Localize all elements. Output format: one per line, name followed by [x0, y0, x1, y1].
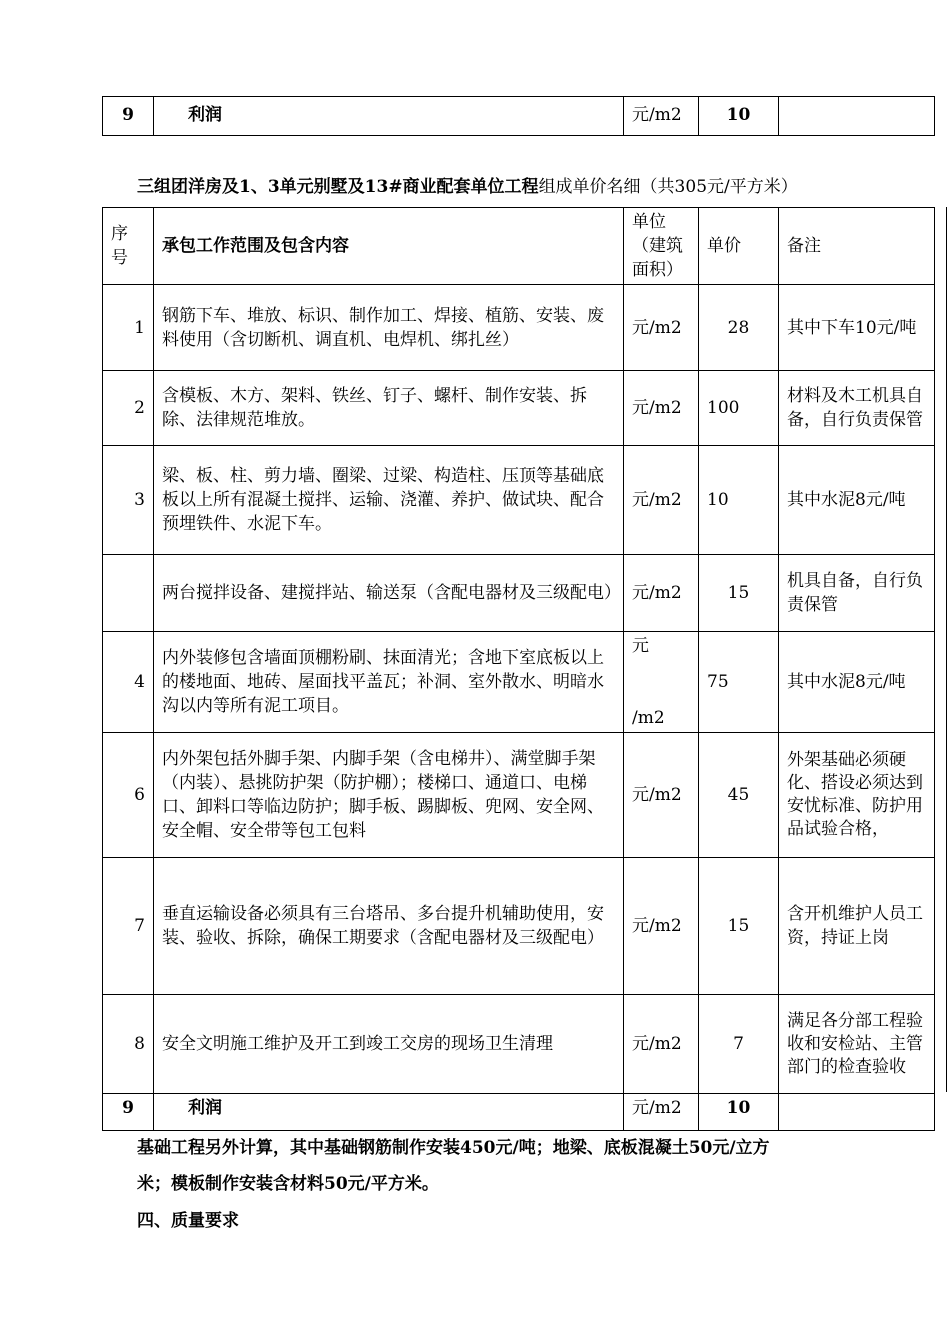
row-number: 9	[103, 1094, 154, 1131]
row-note	[779, 1094, 935, 1131]
table-row	[103, 371, 935, 446]
table-header-row	[103, 208, 935, 285]
row-note: 其中下车10元/吨	[779, 285, 935, 371]
row-note: 其中水泥8元/吨	[779, 632, 935, 733]
caption-bold: 三组团洋房及1、3单元别墅及13#商业配套单位工程	[137, 177, 539, 197]
row-unit: 元/m2	[624, 371, 699, 446]
table-row	[103, 555, 935, 632]
table-row	[103, 733, 935, 858]
row-unit: 元/m2	[624, 285, 699, 371]
row-scope: 内外架包括外脚手架、内脚手架（含电梯井）、满堂脚手架（内装）、悬挑防护架（防护棚）；楼梯口、通道口、电梯口、卸料口等临边防护；脚手板、踢脚板、兜网、安全网、安全帽、安全带等包工包料	[154, 733, 624, 858]
row-unit: 元/m2	[624, 995, 699, 1094]
row-price: 7	[699, 995, 779, 1094]
note-line-1: 基础工程另外计算，其中基础钢筋制作安装450元/吨；地梁、底板混凝土50元/立方	[137, 1138, 770, 1158]
row-price: 10	[699, 446, 779, 555]
header-no: 序号	[103, 208, 154, 285]
row-note: 含开机维护人员工资，持证上岗	[779, 858, 935, 995]
row-price: 75	[699, 632, 779, 733]
row-scope: 安全文明施工维护及开工到竣工交房的现场卫生清理	[154, 995, 624, 1094]
row-number: 8	[103, 995, 154, 1094]
table-caption	[137, 172, 798, 197]
row-price: 15	[699, 858, 779, 995]
row-scope: 垂直运输设备必须具有三台塔吊、多台提升机辅助使用，安装、验收、拆除，确保工期要求（含配电器材及三级配电）	[154, 858, 624, 995]
header-scope: 承包工作范围及包含内容	[154, 208, 624, 285]
table-row	[103, 632, 935, 733]
row-note: 材料及木工机具自备，自行负责保管	[779, 371, 935, 446]
row-unit	[624, 632, 699, 733]
row-note: 满足各分部工程验收和安检站、主管部门的检查验收	[779, 995, 935, 1094]
row-unit: 元/m2	[624, 1094, 699, 1131]
table-row	[103, 285, 935, 371]
header-unit: 单位（建筑面积）	[624, 208, 699, 285]
table-row	[103, 1094, 935, 1131]
row-price: 15	[699, 555, 779, 632]
table-row	[103, 995, 935, 1094]
row-scope: 钢筋下车、堆放、标识、制作加工、焊接、植筋、安装、废料使用（含切断机、调直机、电焊机、绑扎丝）	[154, 285, 624, 371]
table-row	[103, 446, 935, 555]
row-price: 10	[699, 1094, 779, 1131]
row-item: 利润	[154, 97, 624, 136]
row-unit: 元/m2	[624, 97, 699, 136]
row-number: 2	[103, 371, 154, 446]
profit-table	[102, 1093, 935, 1131]
row-scope: 内外装修包含墙面顶棚粉刷、抹面清光；含地下室底板以上的楼地面、地砖、屋面找平盖瓦；补洞、室外散水、明暗水沟以内等所有泥工项目。	[154, 632, 624, 733]
row-price: 28	[699, 285, 779, 371]
row-unit-bottom: /m2	[632, 708, 665, 728]
page-edge-line	[946, 207, 947, 1092]
row-note: 机具自备，自行负责保管	[779, 555, 935, 632]
row-unit: 元/m2	[624, 733, 699, 858]
row-number: 6	[103, 733, 154, 858]
unit-price-table	[102, 207, 935, 1094]
header-note: 备注	[779, 208, 935, 285]
row-price: 45	[699, 733, 779, 858]
header-price: 单价	[699, 208, 779, 285]
row-number	[103, 555, 154, 632]
row-price: 100	[699, 371, 779, 446]
row-number: 1	[103, 285, 154, 371]
row-item: 利润	[154, 1094, 624, 1131]
row-number: 4	[103, 632, 154, 733]
row-note: 外架基础必须硬化、搭设必须达到安忧标准、防护用品试验合格，	[779, 733, 935, 858]
note-line-2: 米；模板制作安装含材料50元/平方米。	[137, 1174, 439, 1194]
row-unit: 元/m2	[624, 446, 699, 555]
row-unit-top: 元	[632, 636, 649, 656]
row-unit: 元/m2	[624, 858, 699, 995]
row-note: 其中水泥8元/吨	[779, 446, 935, 555]
row-number: 3	[103, 446, 154, 555]
row-scope: 含模板、木方、架料、铁丝、钉子、螺杆、制作安装、拆除、法律规范堆放。	[154, 371, 624, 446]
table-row	[103, 858, 935, 995]
row-note	[779, 97, 935, 136]
row-number: 7	[103, 858, 154, 995]
row-unit: 元/m2	[624, 555, 699, 632]
table-row	[103, 97, 935, 136]
row-scope: 梁、板、柱、剪力墙、圈梁、过梁、构造柱、压顶等基础底板以上所有混凝土搅拌、运输、浇灌、养护、做试块、配合预埋铁件、水泥下车。	[154, 446, 624, 555]
row-price: 10	[699, 97, 779, 136]
top-profit-table	[102, 96, 935, 136]
caption-normal: 组成单价名细（共305元/平方米）	[538, 177, 798, 197]
section-heading: 四、质量要求	[137, 1211, 239, 1231]
row-number: 9	[103, 97, 154, 136]
row-scope: 两台搅拌设备、建搅拌站、输送泵（含配电器材及三级配电）	[154, 555, 624, 632]
